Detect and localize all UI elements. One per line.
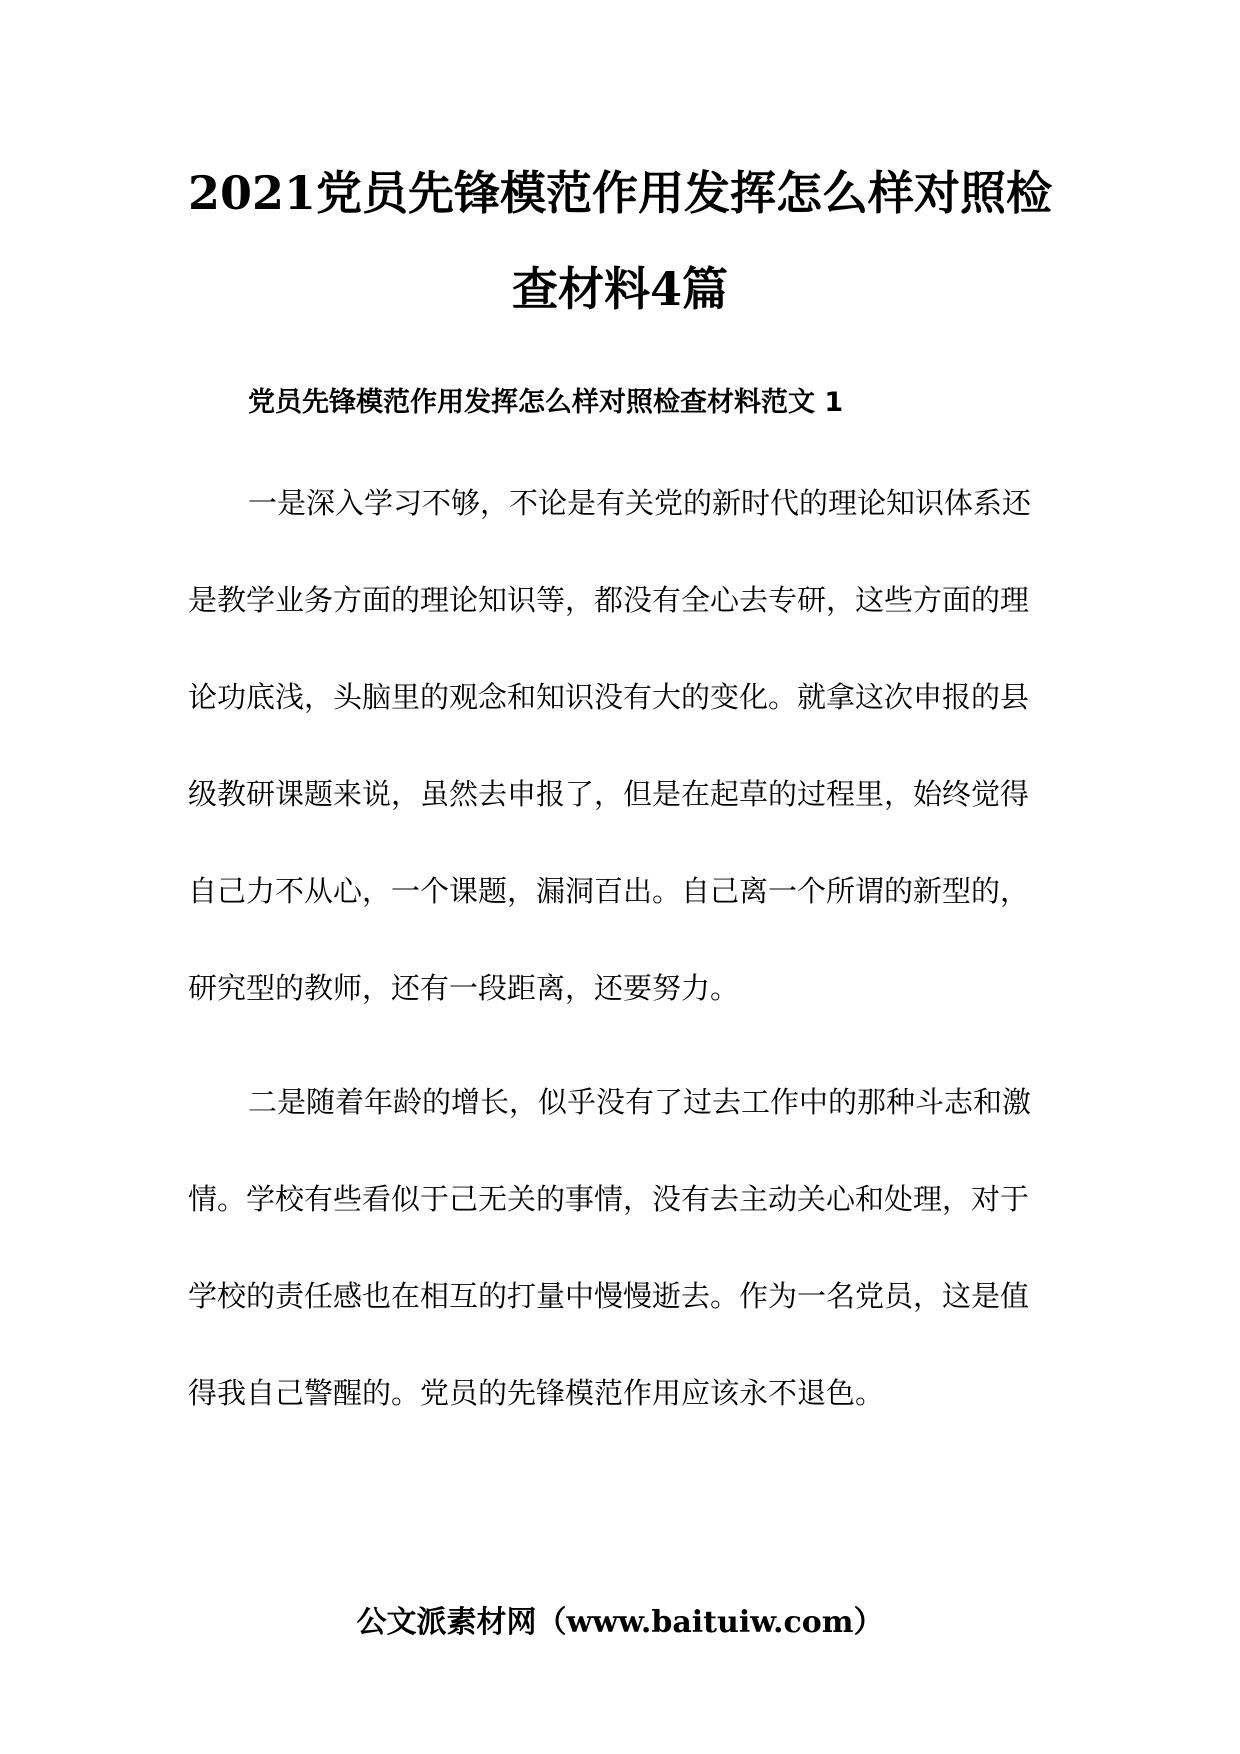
paragraph-line: 学校的责任感也在相互的打量中慢慢逝去。作为一名党员，这是值	[188, 1279, 1030, 1313]
footer-source: 公文派素材网（www.baituiw.com）	[356, 1605, 884, 1640]
paragraph-line: 情。学校有些看似于己无关的事情，没有去主动关心和处理，对于	[188, 1182, 1030, 1216]
paragraph-line: 级教研课题来说，虽然去申报了，但是在起草的过程里，始终觉得	[188, 777, 1030, 811]
paragraph-line: 自己力不从心，一个课题，漏洞百出。自己离一个所谓的新型的，	[188, 874, 1030, 908]
paragraph-line: 研究型的教师，还有一段距离，还要努力。	[188, 971, 740, 1005]
document-title-line-2: 查材料4篇	[511, 262, 728, 316]
paragraph-line: 是教学业务方面的理论知识等，都没有全心去专研，这些方面的理	[188, 583, 1030, 617]
paragraph-line: 二是随着年龄的增长，似乎没有了过去工作中的那种斗志和激	[248, 1085, 1032, 1119]
paragraph-line: 得我自己警醒的。党员的先锋模范作用应该永不退色。	[188, 1376, 885, 1410]
paragraph-line: 论功底浅，头脑里的观念和知识没有大的变化。就拿这次申报的县	[188, 680, 1030, 714]
section-heading: 党员先锋模范作用发挥怎么样对照检查材料范文 1	[248, 387, 844, 418]
paragraph-line: 一是深入学习不够，不论是有关党的新时代的理论知识体系还	[248, 486, 1032, 520]
document-title-line-1: 2021党员先锋模范作用发挥怎么样对照检	[187, 166, 1053, 220]
